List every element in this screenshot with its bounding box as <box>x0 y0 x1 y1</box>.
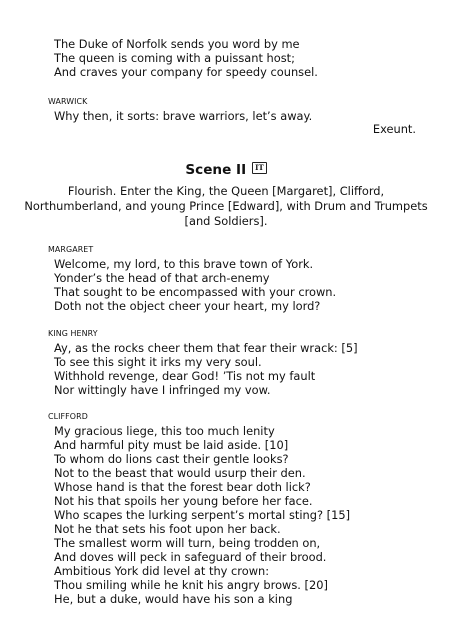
verse-line: Doth not the object cheer your heart, my lord? <box>54 299 321 313</box>
verse-line: The smallest worm will turn, being trodden on, <box>54 536 321 550</box>
verse-line: Nor wittingly have I infringed my vow. <box>54 383 271 397</box>
stage-direction-line: [and Soldiers]. <box>184 214 268 228</box>
stage-direction-line: Northumberland, and young Prince [Edward], with Drum and Trumpets <box>24 199 428 213</box>
verse-line: And harmful pity must be laid aside. [10] <box>54 438 289 452</box>
scene-title: Scene II <box>185 162 247 178</box>
verse-line: That sought to be encompassed with your crown. <box>54 285 337 299</box>
verse-line: Ambitious York did level at thy crown: <box>54 564 270 578</box>
verse-line: He, but a duke, would have his son a king <box>54 592 293 606</box>
speaker-margaret: MARGARET <box>48 245 94 254</box>
scene-badge-icon[interactable]: IT <box>252 162 266 174</box>
verse-line: My gracious liege, this too much lenity <box>54 424 275 438</box>
verse-line: The Duke of Norfolk sends you word by me <box>54 37 300 51</box>
verse-line: The queen is coming with a puissant host; <box>54 51 295 65</box>
verse-line: Whose hand is that the forest bear doth lick? <box>54 480 311 494</box>
verse-line: To whom do lions cast their gentle looks? <box>54 452 289 466</box>
scene-heading <box>0 161 452 179</box>
verse-line: And doves will peck in safeguard of their brood. <box>54 550 327 564</box>
speaker-king-henry: KING HENRY <box>48 329 98 338</box>
verse-line: Why then, it sorts: brave warriors, let’s away. <box>54 109 313 123</box>
stage-direction-line: Flourish. Enter the King, the Queen [Margaret], Clifford, <box>67 184 385 198</box>
verse-line: Ay, as the rocks cheer them that fear their wrack: [5] <box>54 341 358 355</box>
verse-line: Thou smiling while he knit his angry brows. [20] <box>54 578 328 592</box>
verse-line: Who scapes the lurking serpent’s mortal sting? [15] <box>54 508 351 522</box>
verse-line: Not to the beast that would usurp their den. <box>54 466 306 480</box>
verse-line: Not his that spoils her young before her face. <box>54 494 313 508</box>
verse-line: Withhold revenge, dear God! ’Tis not my fault <box>54 369 316 383</box>
verse-line: To see this sight it irks my very soul. <box>54 355 262 369</box>
verse-line: Welcome, my lord, to this brave town of York. <box>54 257 314 271</box>
speaker-warwick: WARWICK <box>48 97 88 106</box>
exeunt-direction: Exeunt. <box>372 122 416 136</box>
verse-line: Yonder’s the head of that arch-enemy <box>54 271 270 285</box>
speaker-clifford: CLIFFORD <box>48 412 88 421</box>
verse-line: Not he that sets his foot upon her back. <box>54 522 281 536</box>
verse-line: And craves your company for speedy counsel. <box>54 65 318 79</box>
